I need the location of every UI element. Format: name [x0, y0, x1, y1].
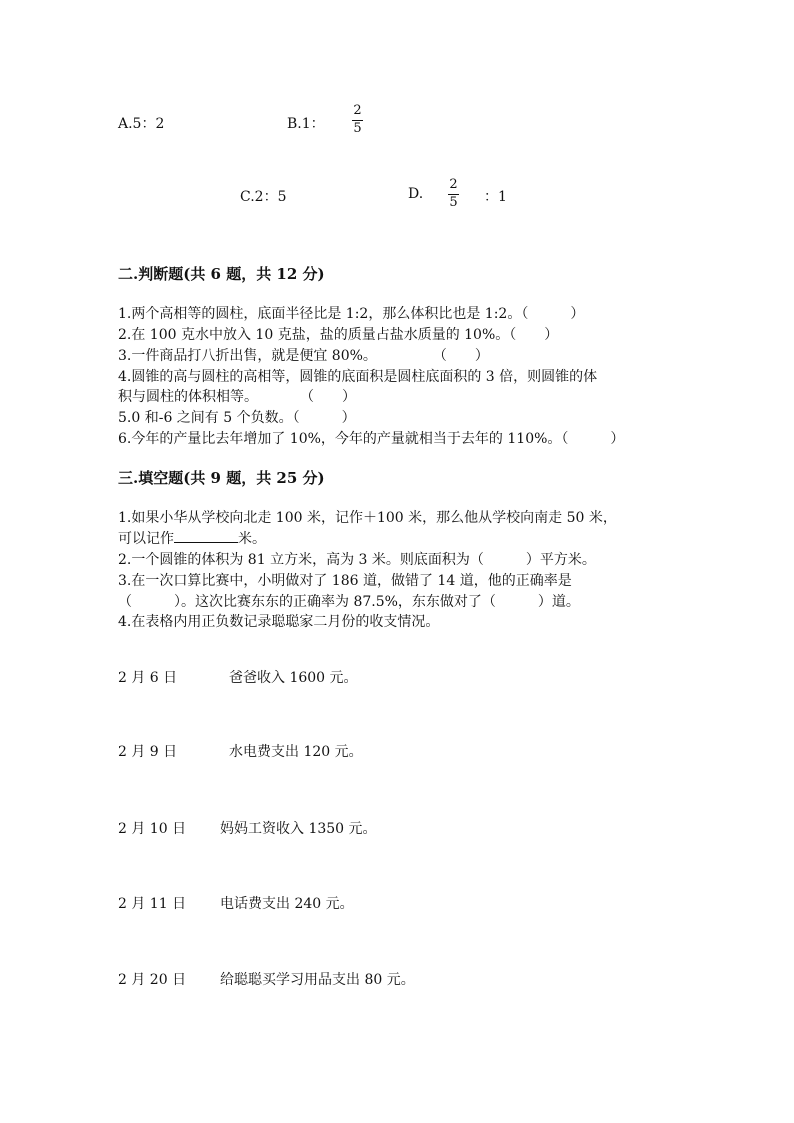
fraction-numerator: 2: [449, 177, 458, 192]
fill-item-1-suffix: 米。: [238, 531, 266, 547]
record-desc-4: 电话费支出 240 元。: [220, 896, 354, 912]
judgment-item-2: 2.在 100 克水中放入 10 克盐，盐的质量占盐水质量的 10%。（ ）: [118, 327, 559, 343]
option-d-fraction: [448, 178, 459, 210]
record-desc-5: 给聪聪买学习用品支出 80 元。: [220, 972, 415, 988]
option-b-fraction: [352, 104, 363, 136]
section-title-fill-blank: 三.填空题(共 9 题，共 25 分): [118, 469, 325, 487]
judgment-item-4-line1: 4.圆锥的高与圆柱的高相等，圆锥的底面积是圆柱底面积的 3 倍，则圆锥的体: [118, 369, 598, 385]
option-c: C.2：5: [240, 189, 287, 205]
fill-item-1-prefix: 可以记作: [118, 531, 174, 547]
judgment-item-3: 3.一件商品打八折出售，就是便宜 80%。 （ ）: [118, 348, 489, 364]
record-date-3: 2 月 10 日: [118, 821, 187, 837]
fraction-denominator: 5: [353, 121, 362, 136]
record-date-1: 2 月 6 日: [118, 670, 178, 686]
fill-item-3-line1: 3.在一次口算比赛中，小明做对了 186 道，做错了 14 道，他的正确率是: [118, 573, 572, 589]
record-date-4: 2 月 11 日: [118, 896, 187, 912]
option-a: A.5：2: [118, 116, 165, 132]
option-d-prefix: D.: [408, 186, 424, 202]
option-b-prefix: B.1：: [287, 116, 325, 132]
record-date-2: 2 月 9 日: [118, 744, 178, 760]
judgment-item-6: 6.今年的产量比去年增加了 10%，今年的产量就相当于去年的 110%。（ ）: [118, 431, 625, 447]
section-title-judgment: 二.判断题(共 6 题，共 12 分): [118, 265, 325, 283]
option-d-suffix: ：1: [484, 189, 507, 205]
judgment-item-1: 1.两个高相等的圆柱，底面半径比是 1:2，那么体积比也是 1:2。（ ）: [118, 306, 585, 322]
fill-item-2: 2.一个圆锥的体积为 81 立方米，高为 3 米。则底面积为（ ）平方米。: [118, 552, 596, 568]
fill-item-1-line2: [118, 528, 266, 548]
fill-item-3-line2: （ ）。这次比赛东东的正确率为 87.5%，东东做对了（ ）道。: [118, 594, 580, 610]
fraction-denominator: 5: [449, 195, 458, 210]
fraction-numerator: 2: [353, 103, 362, 118]
fill-item-4: 4.在表格内用正负数记录聪聪家二月份的收支情况。: [118, 614, 440, 630]
judgment-item-5: 5.0 和-6 之间有 5 个负数。（ ）: [118, 410, 356, 426]
record-date-5: 2 月 20 日: [118, 972, 187, 988]
answer-blank[interactable]: [174, 530, 238, 543]
record-desc-3: 妈妈工资收入 1350 元。: [220, 821, 377, 837]
record-desc-1: 爸爸收入 1600 元。: [229, 670, 358, 686]
record-desc-2: 水电费支出 120 元。: [229, 744, 363, 760]
judgment-item-4-line2: 积与圆柱的体积相等。 （ ）: [118, 389, 356, 405]
fill-item-1-line1: 1.如果小华从学校向北走 100 米，记作＋100 米，那么他从学校向南走 50 米，: [118, 510, 617, 526]
